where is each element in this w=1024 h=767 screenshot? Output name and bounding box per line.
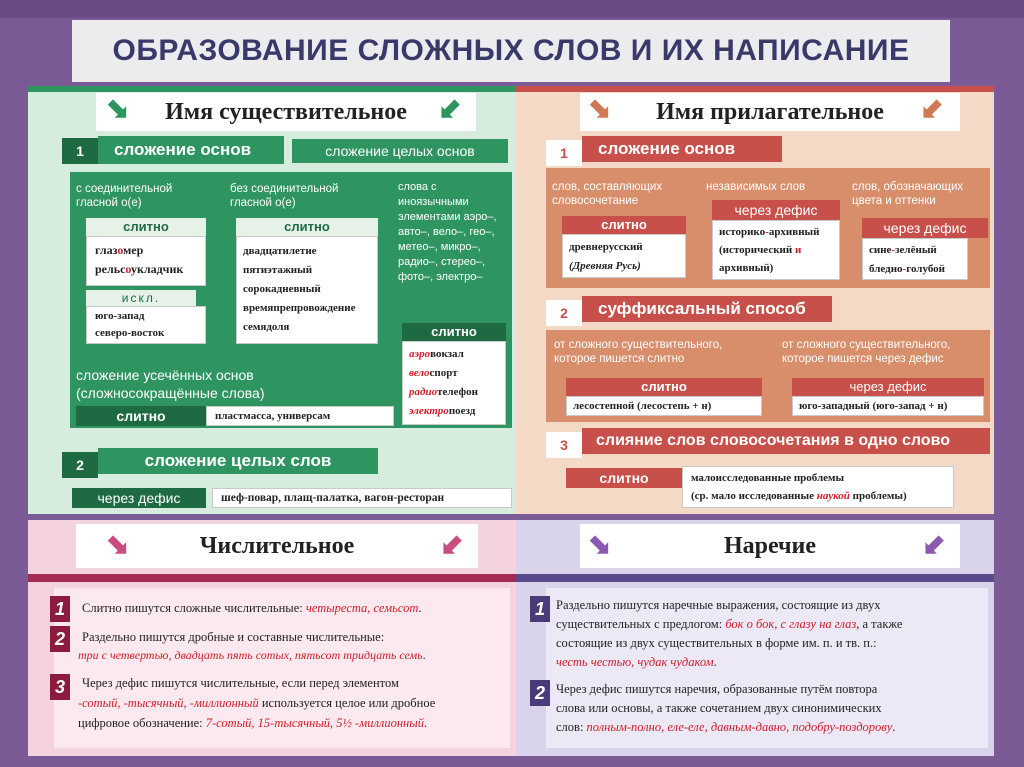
noun-truncated-badge: слитно: [76, 406, 206, 426]
adj-section-1-label: сложение основ: [582, 136, 782, 162]
example-word: пластмасса, универсам: [215, 410, 331, 422]
noun-col1-title: с соединительной гласной о(е): [76, 183, 173, 209]
noun-col1-exceptions: [86, 306, 206, 344]
adj-section-3-label: слияние слов словосочетания в одно слово: [582, 428, 990, 454]
noun-section-2-label: сложение целых слов: [98, 448, 378, 474]
adverb-item-1-line-1: Раздельно пишутся наречные выражения, состоящие из двух: [556, 598, 881, 612]
adverb-item-1-line-4: честь честью, чудак чудаком.: [556, 655, 717, 669]
adverb-item-2-line-2: слова или основы, а также сочетанием двух синонимических: [556, 701, 882, 715]
page-title: ОБРАЗОВАНИЕ СЛОЖНЫХ СЛОВ И ИХ НАПИСАНИЕ: [112, 34, 910, 67]
arrow-down-left-icon: ⬋: [440, 529, 464, 560]
numeral-header-underline: [28, 574, 516, 582]
example-word: двадцатилетие: [243, 245, 317, 257]
adverb-item-2-line-3: слов: полным-полно, еле-еле, давным-давно, подобру-поздорову.: [556, 720, 896, 734]
numeral-item-2-number: 2: [50, 626, 70, 652]
adj-header: [580, 93, 960, 131]
exception-word: юго-запад: [95, 310, 145, 322]
adj-col3-badge: через дефис: [862, 218, 988, 238]
example-word: (ср. мало исследованные наукой проблемы): [691, 490, 907, 502]
example-word: семядоля: [243, 321, 290, 333]
numeral-header-label: Числительное: [199, 532, 355, 559]
example-word: архивный): [719, 262, 774, 274]
adj-col1-examples: [562, 234, 686, 278]
adj-s2-col1-example: [566, 396, 762, 416]
numeral-item-3-number: 3: [50, 674, 70, 700]
noun-col3-examples: [402, 341, 506, 425]
adj-col2-title: независимых слов: [706, 181, 806, 193]
adverb-item-1-number: 1: [530, 596, 550, 622]
example-word: рельсоукладчик: [95, 262, 184, 276]
noun-col1-examples: [86, 236, 206, 286]
example-word: историко-архивный: [719, 226, 820, 238]
exception-word: северо-восток: [95, 327, 165, 339]
example-word: сорокадневный: [243, 283, 321, 295]
arrow-down-right-icon: ⬊: [588, 529, 612, 560]
example-word: бледно-голубой: [869, 263, 946, 275]
adverb-item-1-line-3: состоящие из двух существительных в форме им. п. и тв. п.:: [556, 636, 877, 650]
adj-s3-badge: слитно: [566, 468, 682, 488]
adj-s2-col2-example: [792, 396, 984, 416]
noun-truncated-title: сложение усечённых основ (сложносокращённые слова): [76, 367, 265, 401]
noun-header-label: Имя существительное: [165, 98, 407, 125]
frame-top-strip: [0, 0, 1024, 18]
example-word: велоспорт: [409, 367, 458, 379]
noun-col1-badge: слитно: [86, 218, 206, 236]
adj-s2-col1-title: от сложного существительного, которое пишется слитно: [554, 339, 723, 365]
adverb-item-1-line-2: существительных с предлогом: бок о бок, с глазу на глаз, а также: [556, 617, 903, 631]
example-word: малоисследованные проблемы: [691, 472, 845, 484]
noun-col2-examples: [236, 236, 378, 344]
arrow-down-right-icon: ⬊: [588, 93, 612, 124]
noun-col1-exception-badge: искл.: [86, 290, 196, 306]
noun-section-1-label: сложение основ: [98, 136, 284, 164]
title-banner: [72, 20, 950, 82]
adj-s2-col1-badge: слитно: [566, 378, 762, 396]
adj-col2-examples: [712, 220, 840, 280]
example-word: (исторический и: [719, 244, 802, 256]
numeral-header: [76, 524, 478, 568]
numeral-item-2-examples: три с четвертью, двадцать пять сотых, пятьсот тридцать семь.: [78, 648, 426, 662]
noun-col3-badge: слитно: [402, 323, 506, 341]
numeral-item-3-line-2: -сотый, -тысячный, -миллионный используется целое или дробное: [78, 696, 436, 710]
adj-col1-title: слов, составляющих словосочетание: [552, 181, 663, 207]
example-word: электропоезд: [409, 405, 476, 417]
adj-col2-badge: через дефис: [712, 200, 840, 220]
adj-col1-badge: слитно: [562, 216, 686, 234]
adverb-header-underline: [516, 574, 994, 582]
adj-s2-col2-title: от сложного существительного, которое пишется через дефис: [782, 339, 951, 365]
noun-section-2-badge: через дефис: [72, 488, 206, 508]
example-word: (Древняя Русь): [569, 260, 641, 272]
example-word: юго-западный (юго-запад + н): [799, 400, 948, 412]
example-word: радиотелефон: [409, 386, 479, 398]
example-word: глазомер: [95, 243, 144, 257]
numeral-item-2: Раздельно пишутся дробные и составные числительные:: [82, 630, 385, 644]
example-word: древнерусский: [569, 241, 643, 253]
noun-section-2-example: [212, 488, 512, 508]
adj-section-2-label: суффиксальный способ: [582, 296, 832, 322]
example-word: пятиэтажный: [243, 264, 313, 276]
arrow-down-left-icon: ⬋: [438, 93, 462, 124]
arrow-down-right-icon: ⬊: [106, 93, 130, 124]
numeral-item-3-line-3: цифровое обозначение: 7-сотый, 15-тысячный, 5½ -миллионный.: [78, 716, 428, 730]
numeral-item-1: Слитно пишутся сложные числительные: четыреста, семьсот.: [82, 601, 422, 615]
adj-col3-examples: [862, 238, 968, 280]
arrow-down-left-icon: ⬋: [922, 529, 946, 560]
adj-s2-col2-badge: через дефис: [792, 378, 984, 396]
noun-truncated-example: [206, 406, 394, 426]
example-word: шеф-повар, плащ-палатка, вагон-ресторан: [221, 492, 445, 504]
noun-header: [96, 93, 476, 131]
adj-section-2-number: 2: [546, 300, 582, 326]
arrow-down-right-icon: ⬊: [106, 529, 130, 560]
adverb-header: [580, 524, 960, 568]
example-word: времяпрепровождение: [243, 302, 356, 314]
adj-col3-title: слов, обозначающих цвета и оттенки: [852, 181, 964, 207]
noun-section-1-sub: сложение целых основ: [292, 139, 508, 163]
numeral-item-3-line-1: Через дефис пишутся числительные, если перед элементом: [82, 676, 399, 690]
arrow-down-left-icon: ⬋: [920, 93, 944, 124]
example-word: аэровокзал: [409, 348, 464, 360]
adverb-item-2-line-1: Через дефис пишутся наречия, образованные путём повтора: [556, 682, 878, 696]
noun-col2-badge: слитно: [236, 218, 378, 236]
example-word: лесостепной (лесостепь + н): [573, 400, 712, 412]
adj-section-1-number: 1: [546, 140, 582, 166]
adj-header-label: Имя прилагательное: [656, 98, 884, 125]
noun-header-bar: [28, 86, 516, 92]
adj-section-3-number: 3: [546, 432, 582, 458]
noun-section-1-number: 1: [62, 138, 98, 164]
noun-col2-title: без соединительной гласной о(е): [230, 183, 339, 209]
numeral-item-1-number: 1: [50, 596, 70, 622]
adj-header-bar: [516, 86, 994, 92]
adj-s3-example: [682, 466, 954, 508]
noun-section-2-number: 2: [62, 452, 98, 478]
adverb-item-2-number: 2: [530, 680, 550, 706]
example-word: сине-зелёный: [869, 244, 937, 256]
noun-col3-title: слова с иноязычными элементами аэро–, авто–, вело–, гео–, метео–, микро–, радио–, стерео–, фото–, электро–: [398, 181, 497, 283]
adverb-header-label: Наречие: [723, 532, 817, 559]
